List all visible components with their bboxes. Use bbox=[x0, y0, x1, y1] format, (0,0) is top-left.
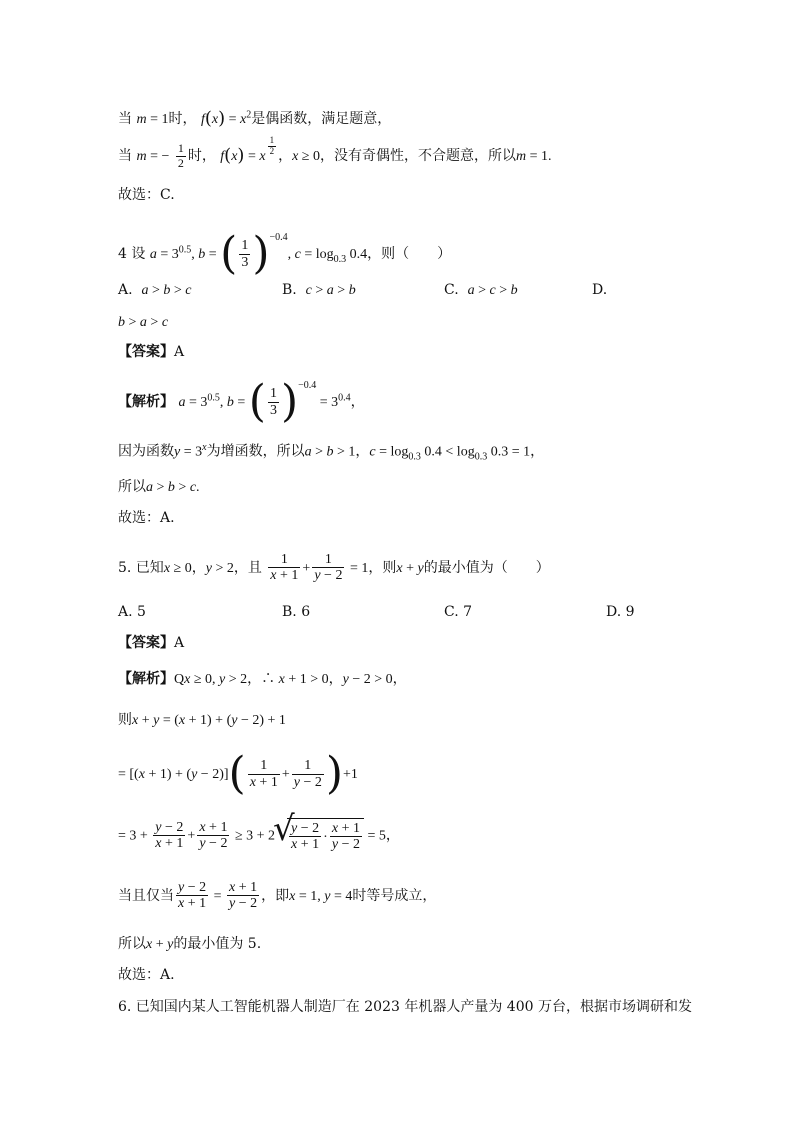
fraction: $\frac{1}{y - 2}$ bbox=[293, 758, 322, 790]
question-5: 5. 已知x ≥ 0，y > 2，且 $\frac{1}{x + 1}$ + $\frac{1}{y - 2}$ = 1，则x + y的最小值为（ ） bbox=[118, 552, 550, 584]
text-line: 当且仅当 $\frac{y - 2}{x + 1}$ = $\frac{x + 1}{y - 2}$ ，即x = 1, y = 4时等号成立， bbox=[118, 880, 437, 912]
text-segment: 因为函数 bbox=[118, 443, 174, 460]
option-c[interactable]: C. 7 bbox=[444, 604, 473, 620]
fraction: $\frac{y - 2}{x + 1}$ bbox=[178, 880, 207, 912]
text-segment: 的最小值为 5. bbox=[173, 936, 262, 952]
text-segment: ，即 bbox=[261, 887, 290, 904]
explanation-label: 【解析】 bbox=[118, 394, 174, 410]
text-line: = 3 + $\frac{y - 2}{x + 1}$ + $\frac{x + 1}{y - 2}$ ≥ 3 + 2 √ $\frac{y - 2}{x + 1}$ · $\frac{x + 1}{y - 2}$ = 5， bbox=[118, 818, 400, 853]
text-segment: ，则 bbox=[368, 559, 397, 576]
option-d-content: b > a > c bbox=[118, 315, 169, 330]
option-a[interactable]: A. a > b > c bbox=[118, 282, 192, 298]
fraction: $\frac{1}{x + 1}$ bbox=[249, 758, 278, 790]
option-d[interactable]: D. 9 bbox=[606, 604, 635, 620]
square-root: √ $\frac{y - 2}{x + 1}$ · $\frac{x + 1}{y - 2}$ bbox=[275, 818, 364, 853]
text-line: 当 m = − $\frac{1}{2}$ 时， f(x) = x $^{\frac{1}{2}}$ ，x ≥ 0，没有奇偶性，不合题意，所以m = 1. bbox=[118, 135, 552, 170]
fraction: $\frac{x + 1}{y - 2}$ bbox=[229, 880, 258, 912]
answer-label: 【答案】 bbox=[118, 635, 174, 651]
text-line: 当 m = 1时， $f(x) = x^2$是偶函数，满足题意， bbox=[118, 108, 392, 129]
option-label: D. bbox=[592, 282, 608, 298]
text-segment: 时， bbox=[187, 148, 216, 165]
explanation-4: 【解析】 $a = 3^{0.5}$, b = ( $\frac{1}{3}$ )$^{-0.4} = 3^{0.4}$， bbox=[118, 376, 365, 427]
text-line: 则x + y = (x + 1) + (y − 2) + 1 bbox=[118, 712, 286, 728]
fraction: $\frac{1}{3}$ bbox=[269, 386, 277, 418]
option-b[interactable]: B. c > a > b bbox=[282, 282, 356, 298]
answer-5 bbox=[118, 636, 184, 650]
text-segment: 是偶函数，满足题意， bbox=[251, 111, 392, 127]
text-segment: 当 bbox=[118, 111, 132, 127]
text-line: 所以a > b > c. bbox=[118, 479, 200, 495]
text-segment: 当 bbox=[118, 148, 132, 165]
fraction: $\frac{1}{y - 2}$ bbox=[314, 552, 343, 584]
option-label: A. bbox=[118, 282, 133, 298]
text-line: 因为函数$y = 3^x$为增函数，所以a > b > 1，$c = \log_{0.3} 0.4 < \log_{0.3} 0.3 = 1$， bbox=[118, 442, 545, 463]
fraction: $\frac{y - 2}{x + 1}$ bbox=[155, 819, 184, 851]
option-b[interactable]: B. 6 bbox=[282, 604, 311, 620]
fraction: $\frac{1}{x + 1}$ bbox=[270, 552, 299, 584]
text-segment: 为增函数，所以 bbox=[206, 443, 305, 460]
option-label: C. bbox=[444, 282, 459, 298]
option-label: B. bbox=[282, 282, 297, 298]
text-line: 故选：A. bbox=[118, 967, 175, 983]
text-segment: ， bbox=[191, 559, 206, 576]
fraction: $\frac{x + 1}{y - 2}$ bbox=[199, 819, 228, 851]
answer-value: A bbox=[174, 635, 185, 651]
fraction: $\frac{1}{3}$ bbox=[241, 238, 249, 270]
text-segment: 已知 bbox=[135, 559, 164, 576]
explanation-5: 【解析】Qx ≥ 0, y > 2，∴ x + 1 > 0，y − 2 > 0， bbox=[118, 671, 407, 687]
text-segment: ，则（ ） bbox=[367, 246, 452, 262]
text-line: 故选：A. bbox=[118, 510, 175, 526]
fraction: $\frac{1}{2}$ bbox=[177, 141, 184, 170]
question-number: 4 bbox=[118, 246, 127, 262]
text-line: = [(x + 1) + (y − 2)]( $\frac{1}{x + 1}$ + $\frac{1}{y - 2}$ )+1 bbox=[118, 748, 358, 799]
explanation-label: 【解析】 bbox=[118, 671, 174, 687]
text-segment: ，且 bbox=[233, 559, 262, 576]
answer-value: A bbox=[174, 344, 185, 360]
text-segment: 时等号成立， bbox=[352, 887, 437, 904]
text-segment: 所以 bbox=[118, 936, 146, 952]
text-segment: 的最小值为（ ） bbox=[423, 559, 550, 576]
option-d[interactable] bbox=[592, 282, 607, 298]
answer-label: 【答案】 bbox=[118, 344, 174, 360]
text-line: 故选：C. bbox=[118, 187, 175, 203]
text-segment: 设 bbox=[131, 246, 146, 262]
answer-4 bbox=[118, 345, 184, 359]
question-number: 5. bbox=[118, 559, 132, 576]
text-segment: 所以 bbox=[118, 479, 146, 495]
text-segment: 时， bbox=[168, 111, 197, 127]
text-line: 所以x + y的最小值为 5. bbox=[118, 936, 262, 952]
text-segment: 当且仅当 bbox=[118, 887, 174, 904]
option-c[interactable]: C. a > c > b bbox=[444, 282, 518, 298]
question-4: 4 设 $a = 3^{0.5}$, b = ( $\frac{1}{3}$ )$^{-0.4}$, $c = \log_{0.3} 0.4$，则（ ） bbox=[118, 228, 452, 279]
text-segment: 则 bbox=[118, 712, 132, 728]
option-a[interactable]: A. 5 bbox=[118, 604, 146, 620]
question-6: 6. 已知国内某人工智能机器人制造厂在 2023 年机器人产量为 400 万台，根据市场调研和发 bbox=[118, 999, 692, 1015]
text-segment: ，没有奇偶性，不合题意，所以 bbox=[319, 148, 516, 165]
